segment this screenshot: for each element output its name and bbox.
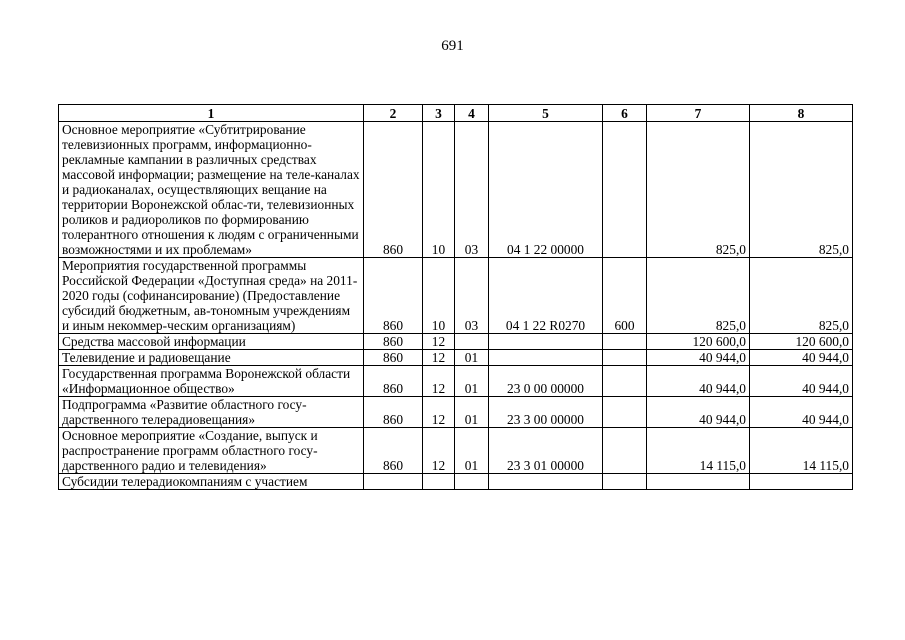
- row-grbs: [364, 474, 423, 490]
- row-rz: 10: [423, 122, 455, 258]
- row-name-text: Подпрограмма «Развитие областного госу-дарственного телерадиовещания»: [62, 397, 307, 427]
- row-name: [59, 350, 364, 366]
- row-name: [59, 258, 364, 334]
- row-rz: 12: [423, 350, 455, 366]
- header-col-1: 1: [59, 105, 364, 122]
- row-name: [59, 397, 364, 428]
- row-name: [59, 334, 364, 350]
- table-row: [59, 428, 853, 474]
- row-csr: 23 0 00 00000: [489, 366, 603, 397]
- row-pr: 01: [455, 350, 489, 366]
- table-row: [59, 474, 853, 490]
- row-sum-2: 120 600,0: [750, 334, 853, 350]
- row-sum-2: 40 944,0: [750, 397, 853, 428]
- row-grbs: 860: [364, 122, 423, 258]
- row-name-text: Основное мероприятие «Субтитрирование телевизионных программ, информационно-рекламные кампании в различных средствах массовой информации; размещение на теле-каналах и радиоканалах, осуществляющих вещание на территории Воронежской облас-ти, телевизионных роликов и радиороликов по формированию толерантного отношения к людям с ограниченными возможностями и их проблемам»: [62, 122, 360, 257]
- row-pr: 01: [455, 366, 489, 397]
- row-sum-1: 14 115,0: [647, 428, 750, 474]
- row-name: [59, 122, 364, 258]
- page-number: 691: [441, 38, 464, 54]
- row-sum-2: 825,0: [750, 258, 853, 334]
- row-sum-1: 40 944,0: [647, 397, 750, 428]
- header-col-5: 5: [489, 105, 603, 122]
- row-name-text: Мероприятия государственной программы Российской Федерации «Доступная среда» на 2011-2020 годы (софинансирование) (Предоставление субсидий бюджетным, ав-тономным учреждениям и иным некоммер-ческим организациям): [62, 258, 358, 333]
- row-name: [59, 474, 364, 490]
- row-rz: 10: [423, 258, 455, 334]
- row-vr: [603, 474, 647, 490]
- table-row: [59, 122, 853, 258]
- row-sum-1: 40 944,0: [647, 366, 750, 397]
- row-csr: 23 3 00 00000: [489, 397, 603, 428]
- row-vr: [603, 366, 647, 397]
- row-csr: 04 1 22 00000: [489, 122, 603, 258]
- row-name: [59, 366, 364, 397]
- header-col-6: 6: [603, 105, 647, 122]
- row-sum-1: 825,0: [647, 122, 750, 258]
- row-csr: [489, 474, 603, 490]
- row-csr: 23 3 01 00000: [489, 428, 603, 474]
- table-row: [59, 258, 853, 334]
- header-col-2: 2: [364, 105, 423, 122]
- row-pr: 01: [455, 428, 489, 474]
- row-pr: [455, 474, 489, 490]
- header-col-3: 3: [423, 105, 455, 122]
- row-sum-1: 825,0: [647, 258, 750, 334]
- row-rz: 12: [423, 334, 455, 350]
- row-sum-2: 40 944,0: [750, 350, 853, 366]
- table-row: [59, 350, 853, 366]
- row-grbs: 860: [364, 350, 423, 366]
- row-sum-2: [750, 474, 853, 490]
- row-sum-1: [647, 474, 750, 490]
- row-sum-1: 40 944,0: [647, 350, 750, 366]
- row-pr: [455, 334, 489, 350]
- row-vr: [603, 334, 647, 350]
- row-vr: [603, 397, 647, 428]
- row-rz: 12: [423, 428, 455, 474]
- row-grbs: 860: [364, 397, 423, 428]
- row-csr: 04 1 22 R0270: [489, 258, 603, 334]
- row-grbs: 860: [364, 428, 423, 474]
- row-rz: 12: [423, 366, 455, 397]
- row-sum-2: 40 944,0: [750, 366, 853, 397]
- row-grbs: 860: [364, 258, 423, 334]
- row-name-text: Средства массовой информации: [62, 334, 246, 349]
- row-pr: 01: [455, 397, 489, 428]
- row-sum-2: 825,0: [750, 122, 853, 258]
- row-rz: [423, 474, 455, 490]
- row-pr: 03: [455, 122, 489, 258]
- row-name-text: Государственная программа Воронежской области «Информационное общество»: [62, 366, 351, 396]
- row-grbs: 860: [364, 334, 423, 350]
- header-col-4: 4: [455, 105, 489, 122]
- row-csr: [489, 350, 603, 366]
- header-col-7: 7: [647, 105, 750, 122]
- row-vr: 600: [603, 258, 647, 334]
- table-header-row: [59, 105, 853, 122]
- row-csr: [489, 334, 603, 350]
- budget-table: [58, 104, 853, 490]
- row-name-text: Основное мероприятие «Создание, выпуск и распространение программ областного госу-дарственного радио и телевидения»: [62, 428, 318, 473]
- row-sum-2: 14 115,0: [750, 428, 853, 474]
- row-vr: [603, 350, 647, 366]
- row-vr: [603, 122, 647, 258]
- row-name-text: Телевидение и радиовещание: [62, 350, 231, 365]
- row-name: [59, 428, 364, 474]
- header-col-8: 8: [750, 105, 853, 122]
- row-rz: 12: [423, 397, 455, 428]
- row-vr: [603, 428, 647, 474]
- row-name-text: Субсидии телерадиокомпаниям с участием: [62, 474, 308, 489]
- row-sum-1: 120 600,0: [647, 334, 750, 350]
- row-grbs: 860: [364, 366, 423, 397]
- table-row: [59, 397, 853, 428]
- table-row: [59, 334, 853, 350]
- table-row: [59, 366, 853, 397]
- row-pr: 03: [455, 258, 489, 334]
